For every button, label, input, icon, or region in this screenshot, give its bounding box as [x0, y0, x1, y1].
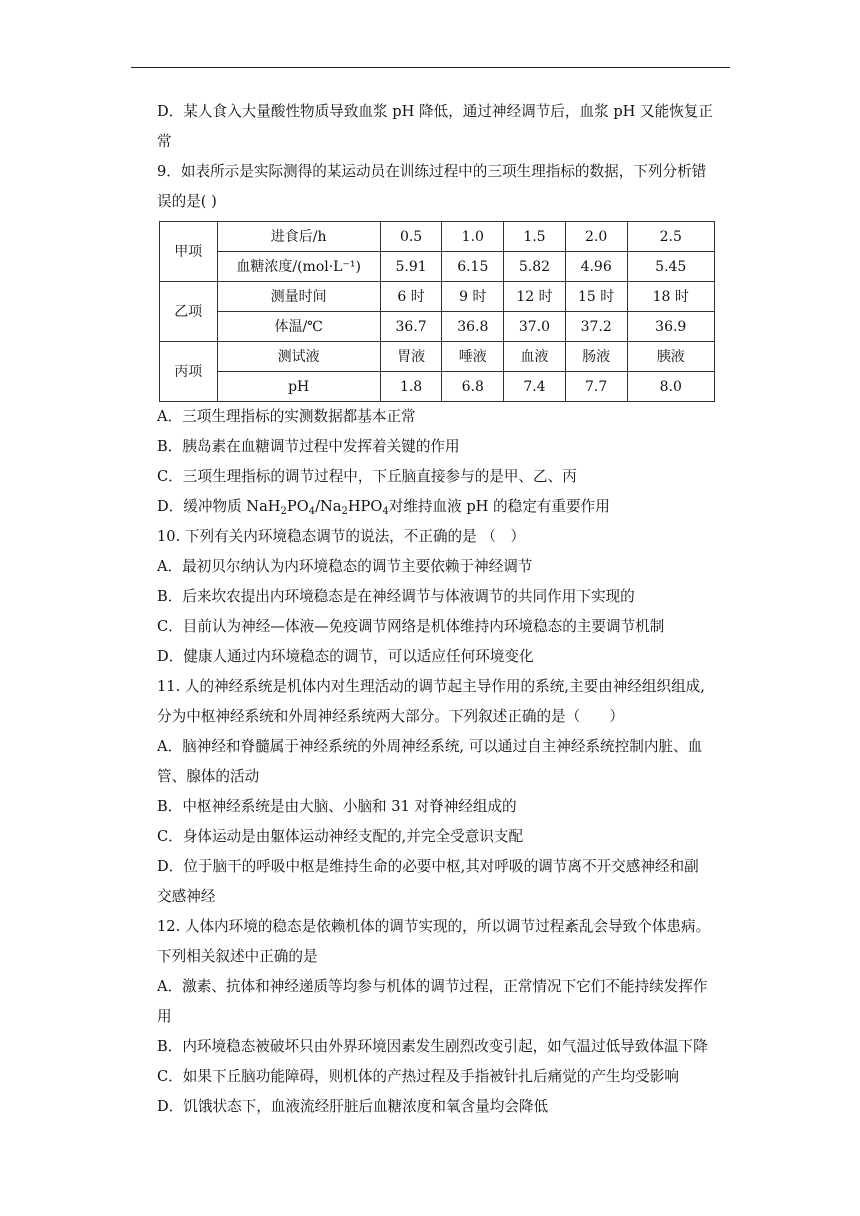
- q10-option-d: D．健康人通过内环境稳态的调节，可以适应任何环境变化: [157, 648, 534, 665]
- q10-option-c: C．目前认为神经—体液—免疫调节网络是机体维持内环境稳态的主要调节机制: [157, 618, 665, 635]
- table-cell: 7.4: [504, 372, 566, 402]
- table-cell: 18 时: [627, 282, 715, 312]
- q10-stem: 10. 下列有关内环境稳态调节的说法，不正确的是 （ ）: [157, 528, 526, 545]
- table-cell: 2.5: [627, 222, 715, 252]
- table-cell: 37.0: [504, 312, 566, 342]
- table-cell: 36.7: [380, 312, 442, 342]
- q12-option-a-line1: A．激素、抗体和神经递质等均参与机体的调节过程，正常情况下它们不能持续发挥作: [157, 978, 708, 995]
- table-cell: 5.45: [627, 252, 715, 282]
- header-rule: [131, 67, 730, 68]
- q9-stem-line2: 误的是( ): [157, 193, 217, 210]
- q11-option-d-line2: 交感神经: [157, 888, 216, 905]
- row-label: 体温/℃: [217, 312, 380, 342]
- table-cell: 8.0: [627, 372, 715, 402]
- row-label: 血糖浓度/(mol·L⁻¹): [217, 252, 380, 282]
- row-label: 测试液: [217, 342, 380, 372]
- table-row: [160, 222, 715, 252]
- q12-stem-line2: 下列相关叙述中正确的是: [157, 948, 318, 965]
- subscript: 4: [308, 506, 316, 517]
- table-cell: 5.82: [504, 252, 566, 282]
- row-label: pH: [217, 372, 380, 402]
- table-row: [160, 252, 715, 282]
- q10-option-a: A．最初贝尔纳认为内环境稳态的调节主要依赖于神经调节: [157, 558, 533, 575]
- q12-option-c: C．如果下丘脑功能障碍，则机体的产热过程及手指被针扎后痛觉的产生均受影响: [157, 1068, 679, 1085]
- q9-data-table: [159, 221, 715, 402]
- table-cell: 胰液: [627, 342, 715, 372]
- q12-option-a-line2: 用: [157, 1008, 172, 1025]
- table-cell: 肠液: [565, 342, 627, 372]
- q11-option-d-line1: D．位于脑干的呼吸中枢是维持生命的必要中枢,其对呼吸的调节离不开交感神经和副: [157, 858, 699, 875]
- q12-option-b: B．内环境稳态被破坏只由外界环境因素发生剧烈改变引起，如气温过低导致体温下降: [157, 1038, 708, 1055]
- q10-option-b: B．后来坎农提出内环境稳态是在神经调节与体液调节的共同作用下实现的: [157, 588, 635, 605]
- row-label: 进食后/h: [217, 222, 380, 252]
- q8-option-d-line2: 常: [157, 133, 172, 150]
- table-cell: 15 时: [565, 282, 627, 312]
- q9-option-d-text: D．缓冲物质 NaH: [157, 498, 281, 515]
- table-cell: 血液: [504, 342, 566, 372]
- table-cell: 9 时: [442, 282, 504, 312]
- table-cell: 7.7: [565, 372, 627, 402]
- subscript: 2: [341, 506, 348, 517]
- q9-option-d-text: HPO: [347, 498, 383, 515]
- q9-option-d-text: PO: [286, 498, 309, 515]
- table-cell: 37.2: [565, 312, 627, 342]
- table-row: [160, 312, 715, 342]
- table-cell: 5.91: [380, 252, 442, 282]
- q9-option-a: A．三项生理指标的实测数据都基本正常: [157, 408, 416, 425]
- table-row: [160, 372, 715, 402]
- table-cell: 36.8: [442, 312, 504, 342]
- table-cell: 胃液: [380, 342, 442, 372]
- group-label-jia: 甲项: [160, 222, 218, 282]
- table-row: [160, 342, 715, 372]
- q12-stem-line1: 12. 人体内环境的稳态是依赖机体的调节实现的，所以调节过程紊乱会导致个体患病。: [157, 918, 711, 935]
- table-cell: 1.0: [442, 222, 504, 252]
- table-cell: 4.96: [565, 252, 627, 282]
- q9-option-c: C．三项生理指标的调节过程中，下丘脑直接参与的是甲、乙、丙: [157, 468, 577, 485]
- q12-option-d: D．饥饿状态下，血液流经肝脏后血糖浓度和氧含量均会降低: [157, 1098, 549, 1115]
- table-cell: 2.0: [565, 222, 627, 252]
- exam-page-content: [157, 97, 735, 1122]
- q9-option-d-text: 对维持血液 pH 的稳定有重要作用: [388, 498, 610, 515]
- q11-option-c: C．身体运动是由躯体运动神经支配的,并完全受意识支配: [157, 828, 524, 845]
- table-cell: 1.5: [504, 222, 566, 252]
- q8-option-d-line1: D．某人食入大量酸性物质导致血浆 pH 降低，通过神经调节后，血浆 pH 又能恢复正: [157, 103, 713, 120]
- group-label-bing: 丙项: [160, 342, 218, 402]
- q11-stem-line2: 分为中枢神经系统和外周神经系统两大部分。下列叙述正确的是（ ）: [157, 708, 625, 725]
- subscript: 4: [382, 506, 389, 517]
- table-cell: 1.8: [380, 372, 442, 402]
- q9-option-b: B．胰岛素在血糖调节过程中发挥着关键的作用: [157, 438, 460, 455]
- table-row: [160, 282, 715, 312]
- table-cell: 6.8: [442, 372, 504, 402]
- table-cell: 唾液: [442, 342, 504, 372]
- subscript: 2: [280, 506, 287, 517]
- row-label: 测量时间: [217, 282, 380, 312]
- q9-option-d: [157, 492, 735, 522]
- table-cell: 6 时: [380, 282, 442, 312]
- q11-option-a-line1: A．脑神经和脊髓属于神经系统的外周神经系统, 可以通过自主神经系统控制内脏、血: [157, 738, 703, 755]
- table-cell: 36.9: [627, 312, 715, 342]
- table-cell: 6.15: [442, 252, 504, 282]
- table-cell: 12 时: [504, 282, 566, 312]
- q11-stem-line1: 11. 人的神经系统是机体内对生理活动的调节起主导作用的系统,主要由神经组织组成,: [157, 678, 705, 695]
- group-label-yi: 乙项: [160, 282, 218, 342]
- q11-option-a-line2: 管、腺体的活动: [157, 768, 260, 785]
- q9-option-d-text: /Na: [315, 498, 342, 515]
- q9-stem-line1: 9．如表所示是实际测得的某运动员在训练过程中的三项生理指标的数据，下列分析错: [157, 163, 707, 180]
- q11-option-b: B．中枢神经系统是由大脑、小脑和 31 对脊神经组成的: [157, 798, 517, 815]
- table-cell: 0.5: [380, 222, 442, 252]
